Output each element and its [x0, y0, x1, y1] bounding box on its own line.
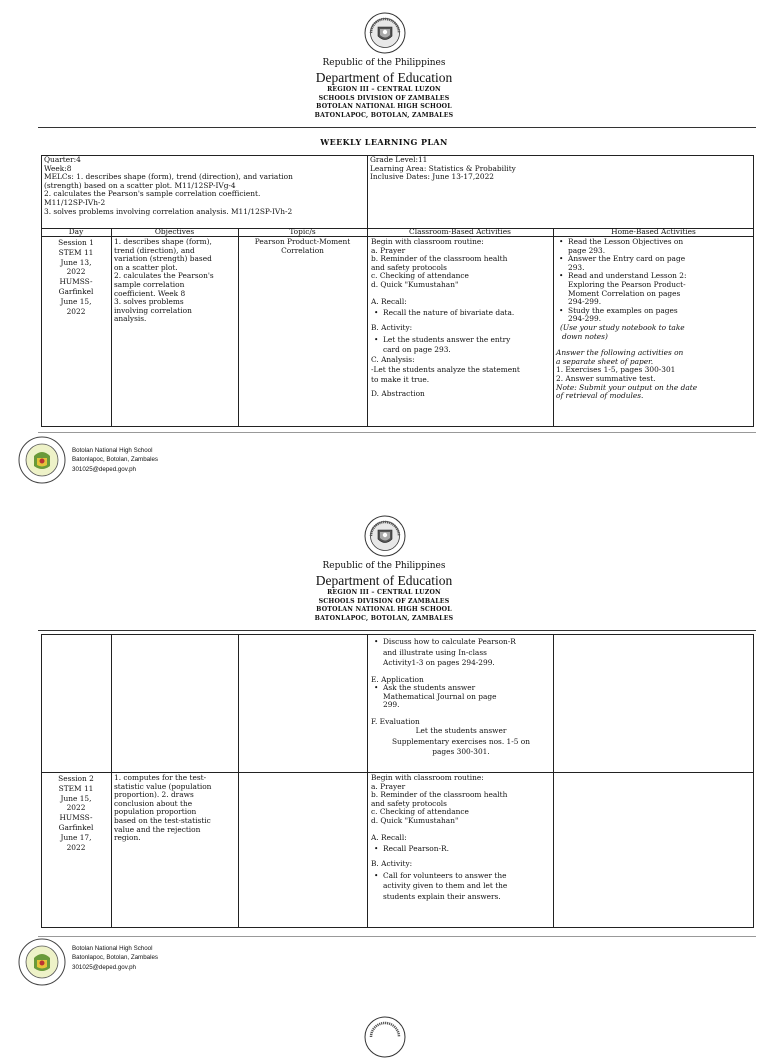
info-divider	[367, 155, 368, 229]
school-logo-icon	[18, 436, 66, 484]
school-logo-icon	[18, 938, 66, 986]
session2-classroom: Begin with classroom routine: a. Prayer b. Reminder of the classroom health and safety protocols c. Checking of attendance d. Quick "Kumustahan" A. Recall: • Recall Pearson-R. B. Activity: • Call for volunteers to answer the activity given to them and let the students explain their answers.	[371, 774, 507, 902]
session1-topic: Pearson Product-Moment Correlation	[254, 237, 351, 255]
session1-classroom: Begin with classroom routine: a. Prayer b. Reminder of the classroom health and safety protocols c. Checking of attendance d. Quick "Kumustahan" A. Recall: • Recall the nature of bivariate data. B. Activity: • Let the students answer the entry card on page 293. C. Analysis: -Let the students analyze the statement to make it true. D. Abstraction	[371, 238, 520, 398]
col-line-1	[111, 228, 112, 427]
melc-2a: 2. calculates the Pearson's sample correlation coefficient.	[44, 189, 261, 199]
region-line: REGION III – CENTRAL LUZON	[327, 589, 441, 596]
footer-rule	[38, 936, 756, 937]
header-rule	[38, 630, 756, 631]
col-line-4	[553, 634, 554, 928]
republic-line: Republic of the Philippines	[322, 561, 446, 571]
republic-line: Republic of the Philippines	[322, 58, 446, 68]
col-line-4	[553, 228, 554, 427]
col-objectives-header: Objectives	[154, 227, 195, 236]
address-line: BATONLAPOC, BOTOLAN, ZAMBALES	[314, 111, 454, 119]
deped-seal-icon	[364, 1016, 406, 1058]
col-line-2	[238, 634, 239, 928]
school-line: BOTOLAN NATIONAL HIGH SCHOOL	[316, 103, 452, 110]
deped-seal-icon	[364, 515, 406, 557]
inclusive-dates: Inclusive Dates: June 13-17,2022	[370, 172, 494, 182]
continued-classroom: • Discuss how to calculate Pearson-R and illustrate using In-class Activity1-3 on pages 294-299. E. Application • Ask the students answer Mathematical Journal on page 299. F. Evaluation Let the students answer Supplementary exercises nos. 1-5 on pages 300-301.	[371, 637, 551, 758]
col-line-3	[367, 228, 368, 427]
activity-item: • Let the students answer the entry card on page 293.	[371, 335, 520, 356]
plan-title: WEEKLY LEARNING PLAN	[320, 137, 448, 147]
division-line: SCHOOLS DIVISION OF ZAMBALES	[318, 94, 450, 102]
department-line: Department of Education	[315, 70, 453, 85]
grade-level: Grade Level:11	[370, 155, 428, 164]
footer-info: Botolan National High School Batonlapoc, Botolan, Zambales 301025@deped.gov.ph	[72, 945, 158, 971]
session2-day: Session 2 STEM 11 June 15, 2022 HUMSS- Garfinkel June 17, 2022	[58, 774, 94, 852]
address-line: BATONLAPOC, BOTOLAN, ZAMBALES	[314, 614, 454, 622]
header-rule	[38, 127, 756, 128]
recall-item: • Recall the nature of bivariate data.	[371, 309, 520, 318]
region-line: REGION III – CENTRAL LUZON	[327, 86, 441, 93]
division-line: SCHOOLS DIVISION OF ZAMBALES	[318, 597, 450, 605]
col-day-header: Day	[68, 227, 84, 236]
session1-day: Session 1 STEM 11 June 13, 2022 HUMSS- Garfinkel June 15, 2022	[58, 238, 94, 316]
col-classroom-header: Classroom-Based Activities	[409, 227, 511, 236]
department-line: Department of Education	[315, 573, 453, 588]
footer-info: Botolan National High School Batonlapoc, Botolan, Zambales 301025@deped.gov.ph	[72, 447, 158, 473]
session1-objectives: 1. describes shape (form), trend (direction), and variation (strength) based on a scatter plot. 2. calculates the Pearson's sample correlation coefficient. Week 8 3. solves problems involving correlation analysis.	[114, 237, 214, 324]
learning-area: Learning Area: Statistics & Probability	[370, 163, 516, 173]
melc-1b: (strength) based on a scatter plot. M11/12SP-IVg-4	[44, 180, 236, 190]
week-text: Week:8	[44, 163, 72, 173]
session1-home: • Read the Lesson Objectives on page 293. • Answer the Entry card on page 293. • Read and understand Lesson 2: Exploring the Pearson Product- Moment Correlation on pages 294-299. • Study the examples on pages 294-299. (Use your study notebook to take down notes) Answer the following activities on a separate sheet of paper. 1. Exercises 1-5, pages 300-301 2. Answer summative test. Note: Submit your output on the date of retrieval of modules.	[556, 238, 752, 401]
melc-2b: M11/12SP-IVh-2	[44, 198, 106, 207]
melc-3: 3. solves problems involving correlation analysis. M11/12SP-IVh-2	[44, 206, 293, 216]
col-topics-header: Topic/s	[289, 227, 316, 236]
col-line-3	[367, 634, 368, 928]
school-line: BOTOLAN NATIONAL HIGH SCHOOL	[316, 606, 452, 613]
quarter-text: Quarter:4	[44, 155, 81, 164]
col-line-2	[238, 228, 239, 427]
col-line-1	[111, 634, 112, 928]
melc-1a: MELCs: 1. describes shape (form), trend (direction), and variation	[44, 172, 293, 182]
session2-objectives: 1. computes for the test- statistic value (population proportion). 2. draws conclusion about the population proportion based on the test-statistic value and the rejection region.	[114, 773, 212, 843]
footer-rule	[38, 432, 756, 433]
col-home-header: Home-Based Activities	[611, 227, 696, 236]
deped-seal-icon	[364, 12, 406, 54]
